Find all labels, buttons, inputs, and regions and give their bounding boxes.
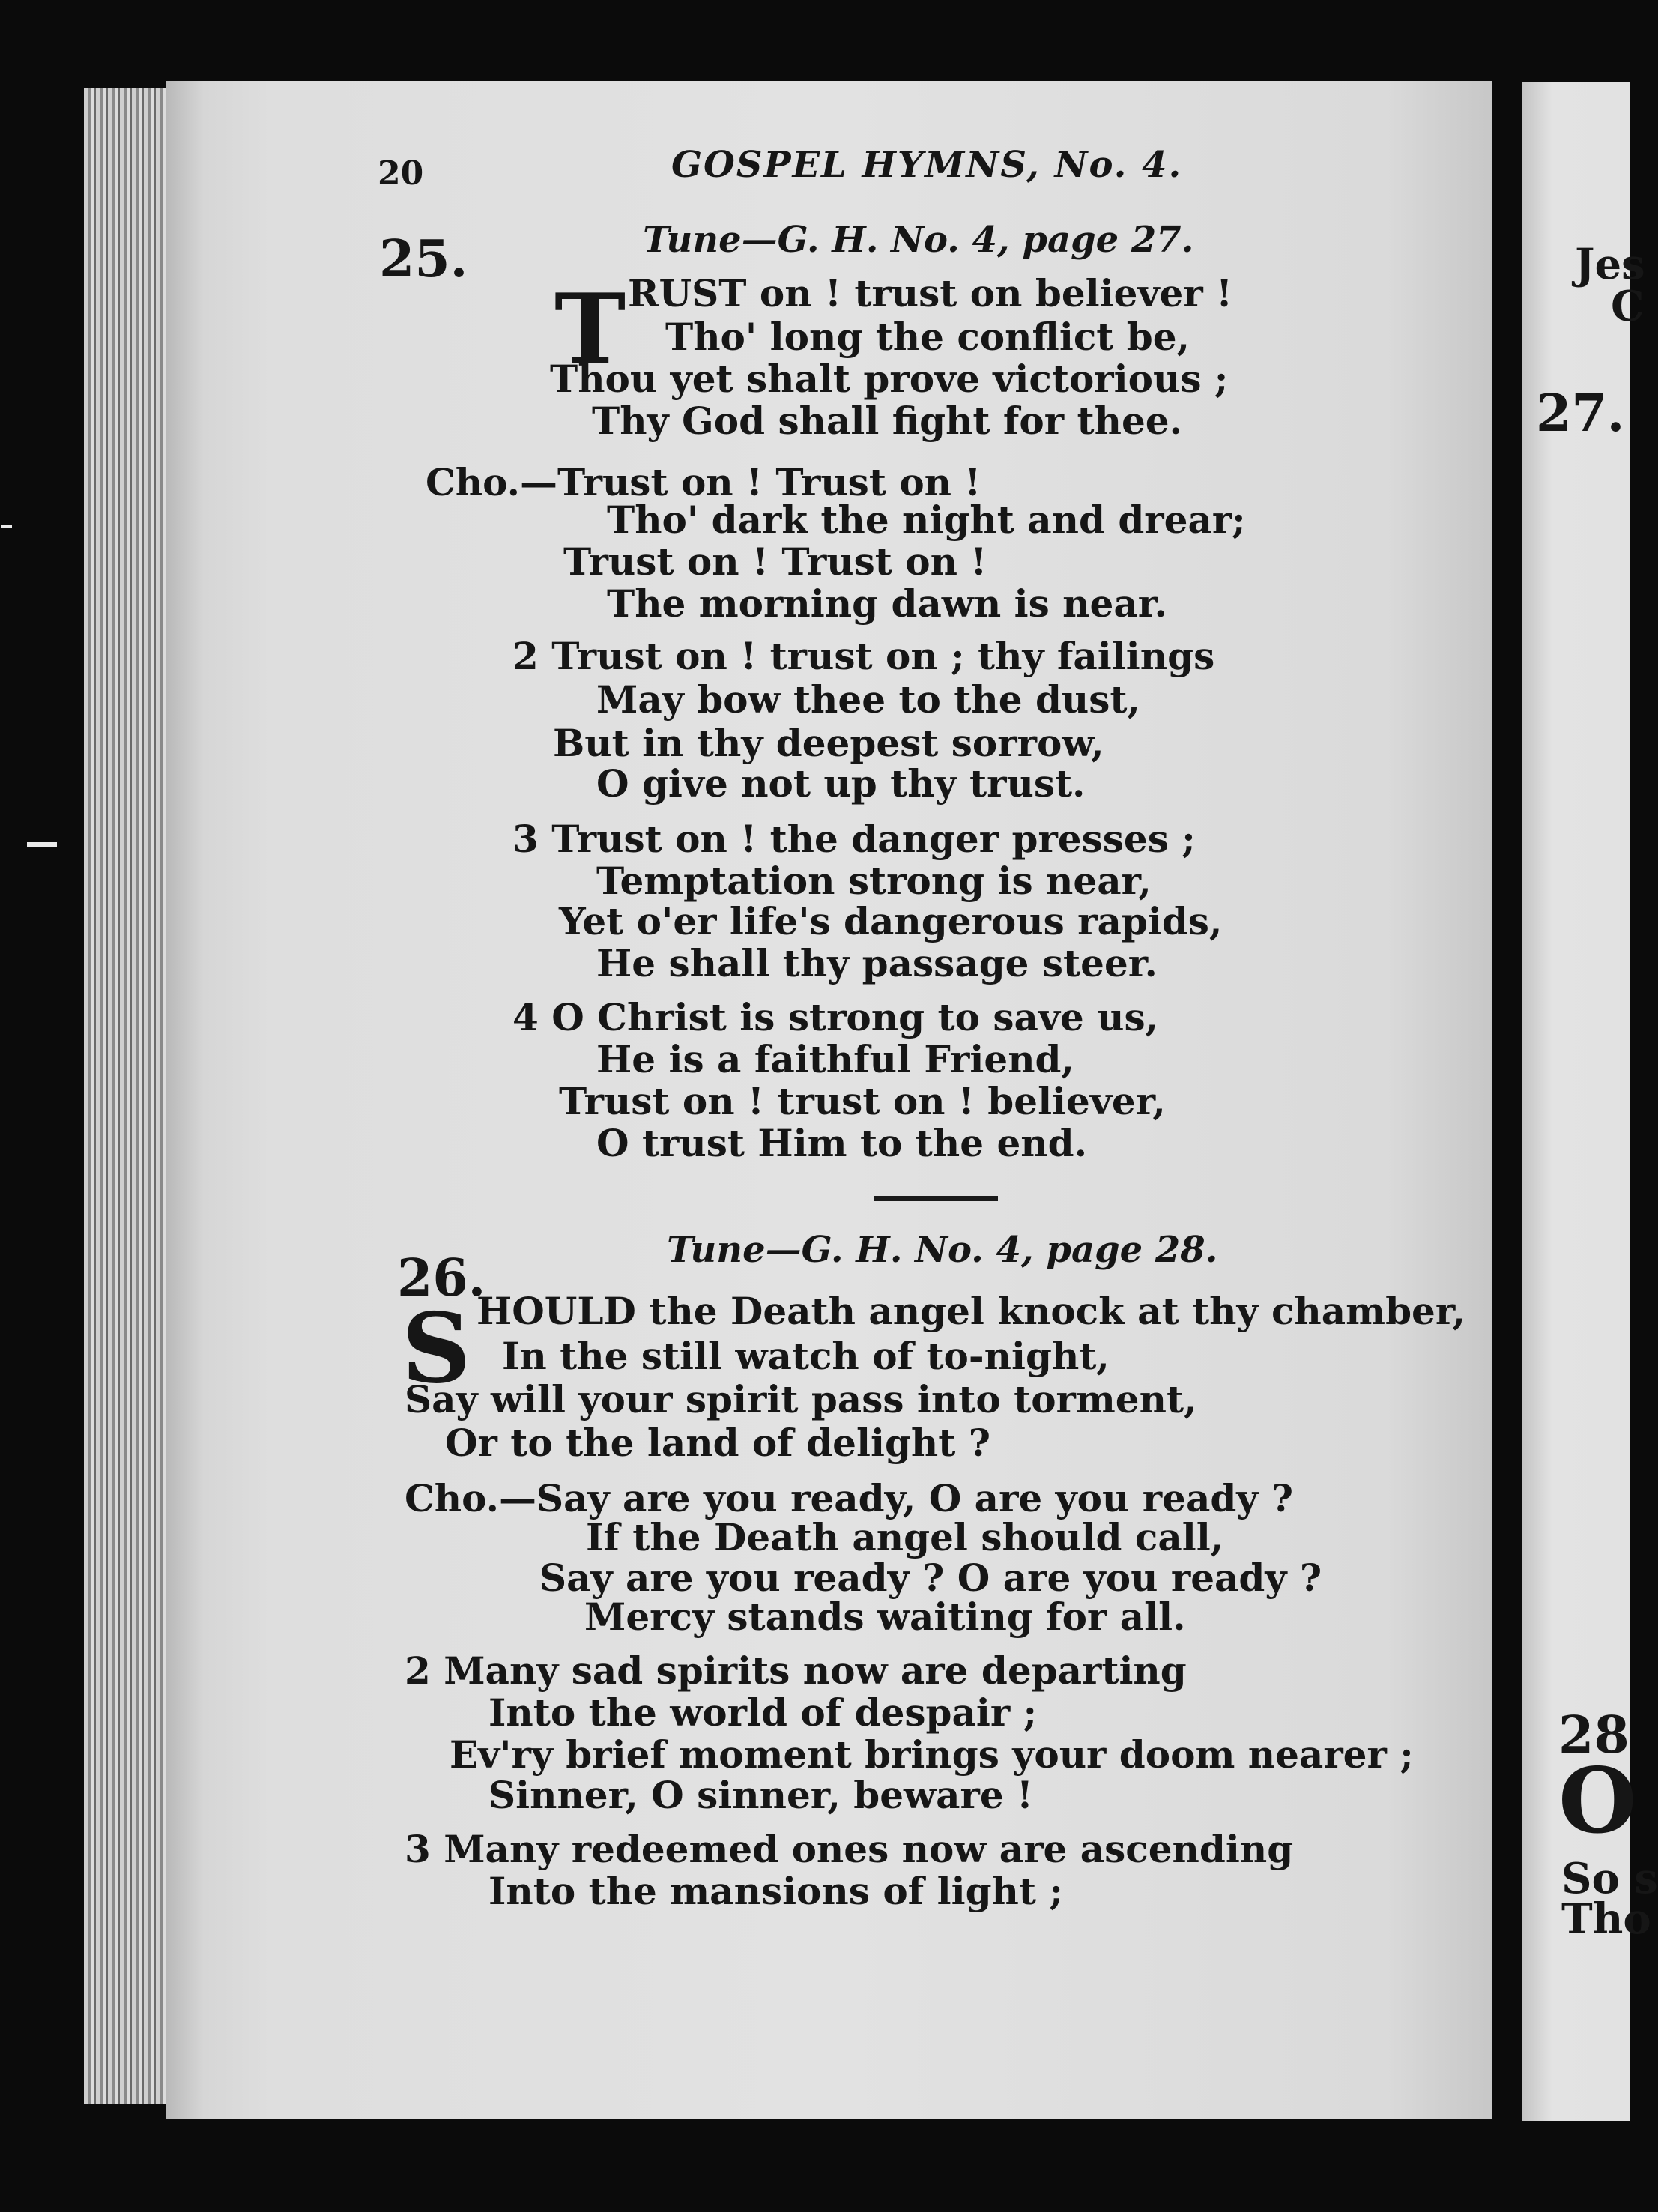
verse-line: Into the world of despair ; xyxy=(488,1690,1038,1735)
verse-line: Ev'ry brief moment brings your doom nearer ; xyxy=(450,1732,1414,1777)
verse-line: In the still watch of to-night, xyxy=(502,1334,1110,1378)
verse-line: 2 Many sad spirits now are departing xyxy=(405,1649,1187,1693)
book-gutter xyxy=(1492,75,1522,2137)
chorus-line: Trust on ! Trust on ! xyxy=(563,540,987,584)
page-number: 20 xyxy=(378,154,424,193)
dust-speck xyxy=(1,525,12,528)
verse-line: Trust on ! trust on ! believer, xyxy=(559,1079,1166,1123)
hymn-number: 25. xyxy=(379,229,468,289)
verse-line: 4 O Christ is strong to save us, xyxy=(512,995,1159,1039)
verse-line: Or to the land of delight ? xyxy=(445,1421,991,1465)
dust-speck xyxy=(27,842,57,847)
verse-line: Thy God shall fight for thee. xyxy=(592,399,1182,443)
verse-line: RUST on ! trust on believer ! xyxy=(628,271,1233,315)
chorus-line: Cho.—Say are you ready, O are you ready ? xyxy=(405,1476,1294,1520)
facing-page-fragment: Tho xyxy=(1561,1894,1651,1944)
section-divider xyxy=(874,1196,998,1201)
verse-line: Temptation strong is near, xyxy=(596,859,1152,903)
verse-line: Yet o'er life's dangerous rapids, xyxy=(559,899,1223,943)
chorus-line: Say are you ready ? O are you ready ? xyxy=(539,1556,1322,1600)
verse-line: HOULD the Death angel knock at thy chamber, xyxy=(476,1289,1465,1333)
verse-line: He shall thy passage steer. xyxy=(596,941,1158,985)
hymn-number: 26. xyxy=(397,1248,486,1308)
verse-line: Tho' long the conflict be, xyxy=(665,315,1190,359)
chorus-line: Cho.—Trust on ! Trust on ! xyxy=(426,460,981,504)
verse-line: O give not up thy trust. xyxy=(596,761,1086,806)
drop-cap: S xyxy=(402,1293,471,1405)
verse-line: May bow thee to the dust, xyxy=(596,677,1140,722)
verse-line: Say will your spirit pass into torment, xyxy=(405,1377,1197,1421)
verse-line: Sinner, O sinner, beware ! xyxy=(488,1773,1034,1817)
verse-line: 2 Trust on ! trust on ; thy failings xyxy=(512,634,1215,678)
chorus-line: Mercy stands waiting for all. xyxy=(584,1595,1186,1639)
chorus-line: If the Death angel should call, xyxy=(586,1515,1224,1559)
chorus-line: Tho' dark the night and drear; xyxy=(607,498,1246,542)
facing-page-fragment: Jes xyxy=(1575,240,1645,289)
chorus-line: The morning dawn is near. xyxy=(607,581,1167,626)
facing-hymn-number: 27. xyxy=(1536,384,1625,444)
verse-line: 3 Trust on ! the danger presses ; xyxy=(512,817,1196,861)
verse-line: He is a faithful Friend, xyxy=(596,1037,1074,1081)
tune-reference: Tune—G. H. No. 4, page 27. xyxy=(643,219,1194,261)
facing-page-fragment: So s xyxy=(1561,1854,1658,1903)
facing-drop-cap: O xyxy=(1558,1748,1637,1854)
page-edges xyxy=(84,88,166,2104)
drop-cap: T xyxy=(554,274,626,386)
verse-line: But in thy deepest sorrow, xyxy=(553,721,1104,765)
verse-line: 3 Many redeemed ones now are ascending xyxy=(405,1827,1294,1871)
verse-line: Thou yet shalt prove victorious ; xyxy=(550,357,1229,401)
facing-hymn-number: 28 xyxy=(1558,1705,1630,1765)
verse-line: O trust Him to the end. xyxy=(596,1121,1088,1165)
facing-page-fragment: C xyxy=(1611,282,1645,331)
verse-line: Into the mansions of light ; xyxy=(488,1869,1063,1913)
running-title: GOSPEL HYMNS, No. 4. xyxy=(671,144,1183,186)
tune-reference: Tune—G. H. No. 4, page 28. xyxy=(667,1229,1218,1271)
